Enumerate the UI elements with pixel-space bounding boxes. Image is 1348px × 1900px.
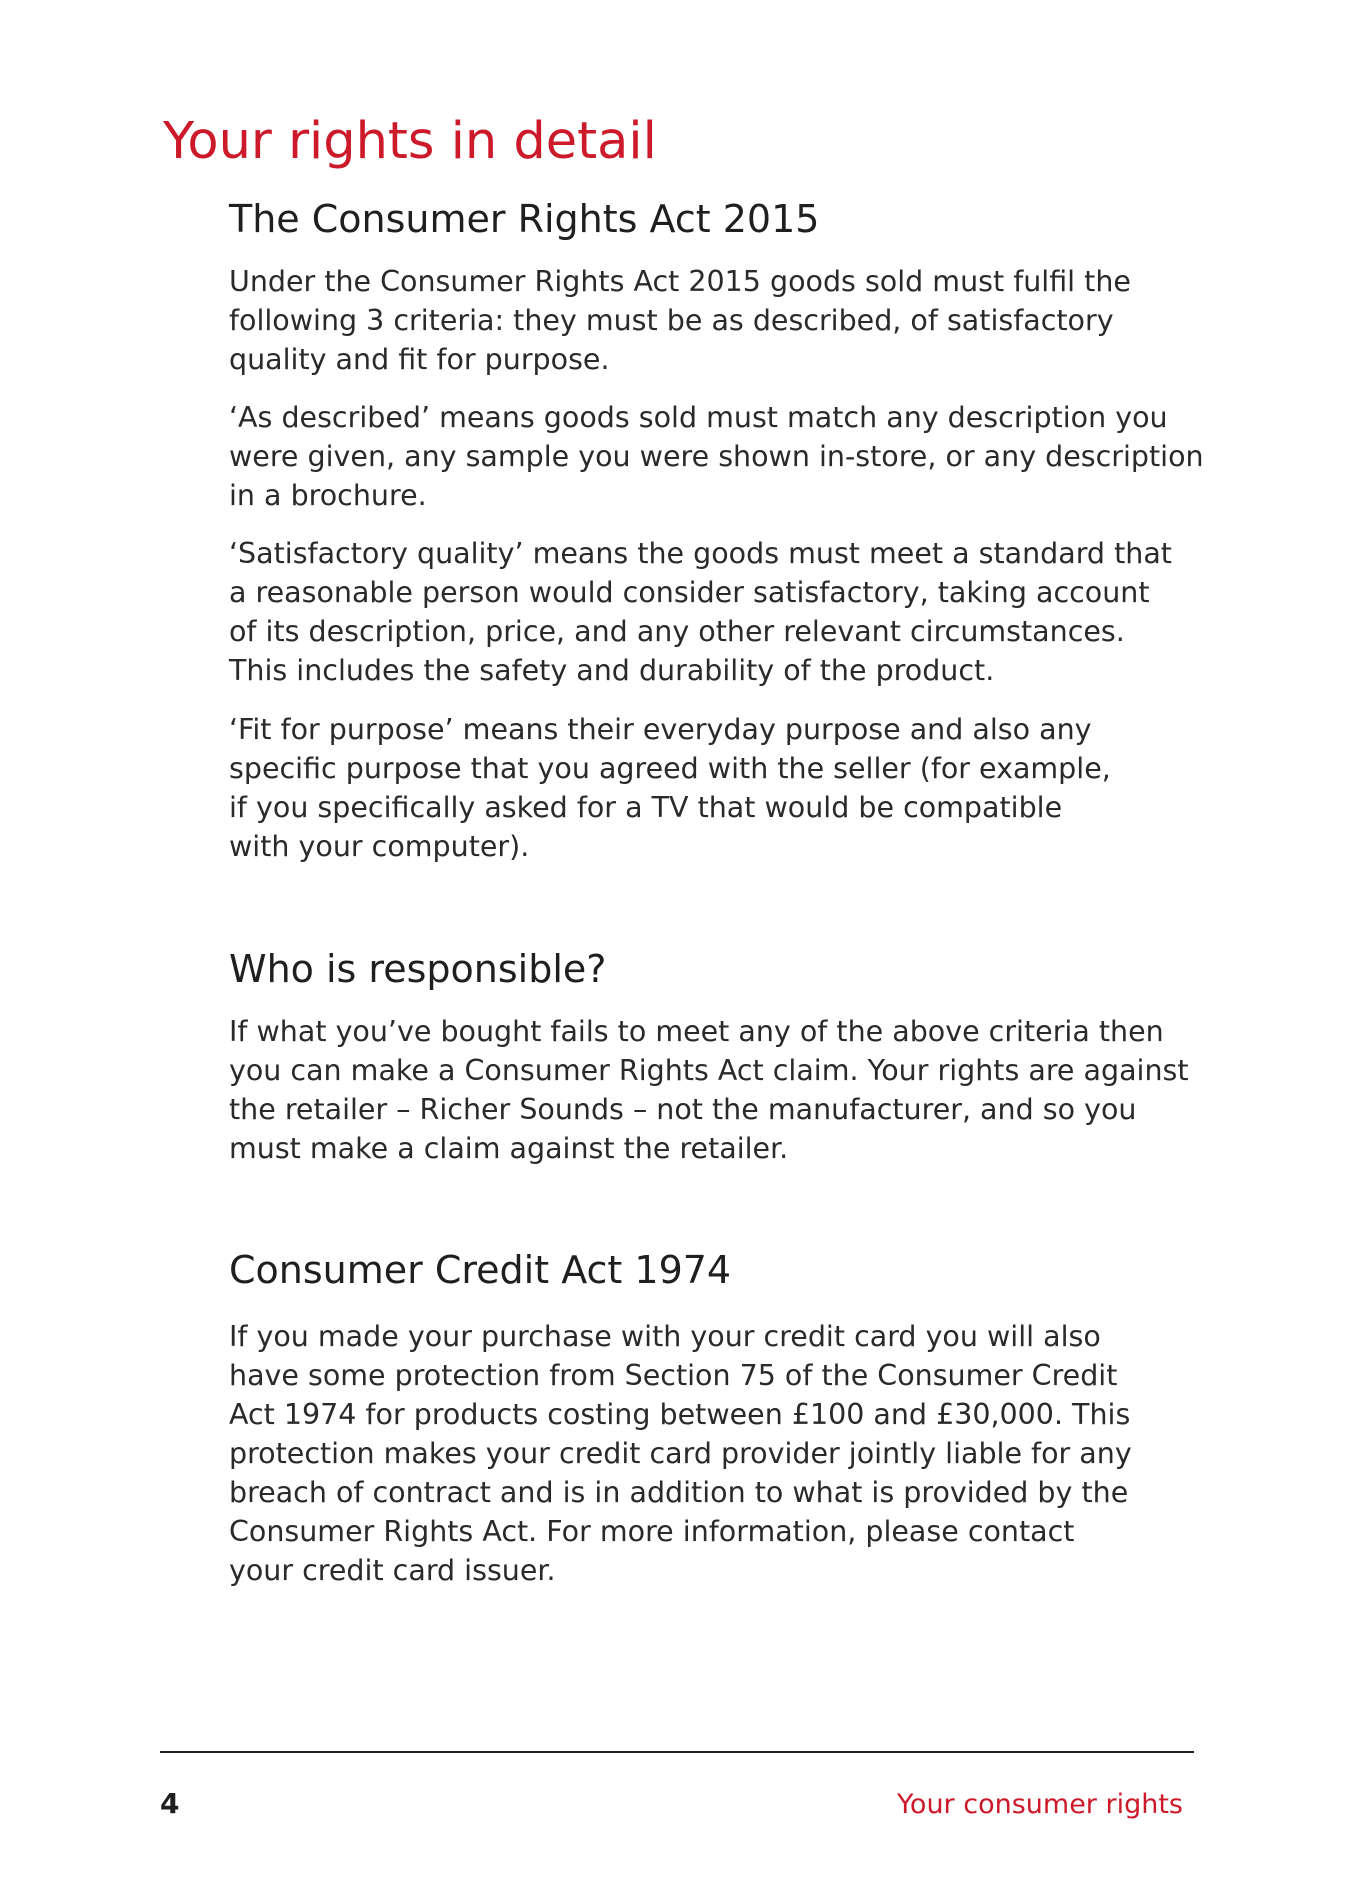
text-line: specific purpose that you agreed with the seller (for example, (229, 752, 1111, 785)
text-line: your credit card issuer. (229, 1554, 556, 1587)
text-line: breach of contract and is in addition to what is provided by the (229, 1476, 1129, 1509)
page-number: 4 (160, 1787, 180, 1820)
text-line: ‘Fit for purpose’ means their everyday purpose and also any (229, 713, 1092, 746)
paragraph-responsibility (229, 1012, 1189, 1168)
page-title: Your rights in detail (163, 112, 657, 171)
paragraph-fit-for-purpose (229, 710, 1111, 866)
footer-running-title: Your consumer rights (897, 1789, 1183, 1820)
text-line: were given, any sample you were shown in-store, or any description (229, 440, 1204, 473)
text-line: the retailer – Richer Sounds – not the manufacturer, and so you (229, 1093, 1137, 1126)
text-line: This includes the safety and durability of the product. (229, 654, 995, 687)
section-heading-consumer-credit-act: Consumer Credit Act 1974 (229, 1248, 732, 1292)
paragraph-credit-card-protection (229, 1317, 1132, 1590)
text-line: Act 1974 for products costing between £100 and £30,000. This (229, 1398, 1131, 1431)
text-line: quality and fit for purpose. (229, 343, 610, 376)
text-line: protection makes your credit card provider jointly liable for any (229, 1437, 1132, 1470)
paragraph-as-described (229, 398, 1204, 515)
paragraph-satisfactory-quality (229, 534, 1172, 690)
section-heading-consumer-rights-act: The Consumer Rights Act 2015 (229, 197, 820, 241)
text-line: ‘Satisfactory quality’ means the goods must meet a standard that (229, 537, 1172, 570)
text-line: if you specifically asked for a TV that would be compatible (229, 791, 1063, 824)
text-line: in a brochure. (229, 479, 427, 512)
text-line: If what you’ve bought fails to meet any of the above criteria then (229, 1015, 1164, 1048)
text-line: Under the Consumer Rights Act 2015 goods sold must fulfil the (229, 265, 1131, 298)
text-line: of its description, price, and any other relevant circumstances. (229, 615, 1125, 648)
text-line: a reasonable person would consider satisfactory, taking account (229, 576, 1150, 609)
section-heading-who-is-responsible: Who is responsible? (229, 947, 607, 991)
paragraph-criteria (229, 262, 1131, 379)
text-line: If you made your purchase with your credit card you will also (229, 1320, 1101, 1353)
text-line: must make a claim against the retailer. (229, 1132, 789, 1165)
text-line: Consumer Rights Act. For more information, please contact (229, 1515, 1075, 1548)
text-line: you can make a Consumer Rights Act claim. Your rights are against (229, 1054, 1189, 1087)
footer-divider (160, 1751, 1194, 1753)
text-line: have some protection from Section 75 of the Consumer Credit (229, 1359, 1118, 1392)
text-line: with your computer). (229, 830, 530, 863)
text-line: ‘As described’ means goods sold must match any description you (229, 401, 1168, 434)
text-line: following 3 criteria: they must be as described, of satisfactory (229, 304, 1114, 337)
